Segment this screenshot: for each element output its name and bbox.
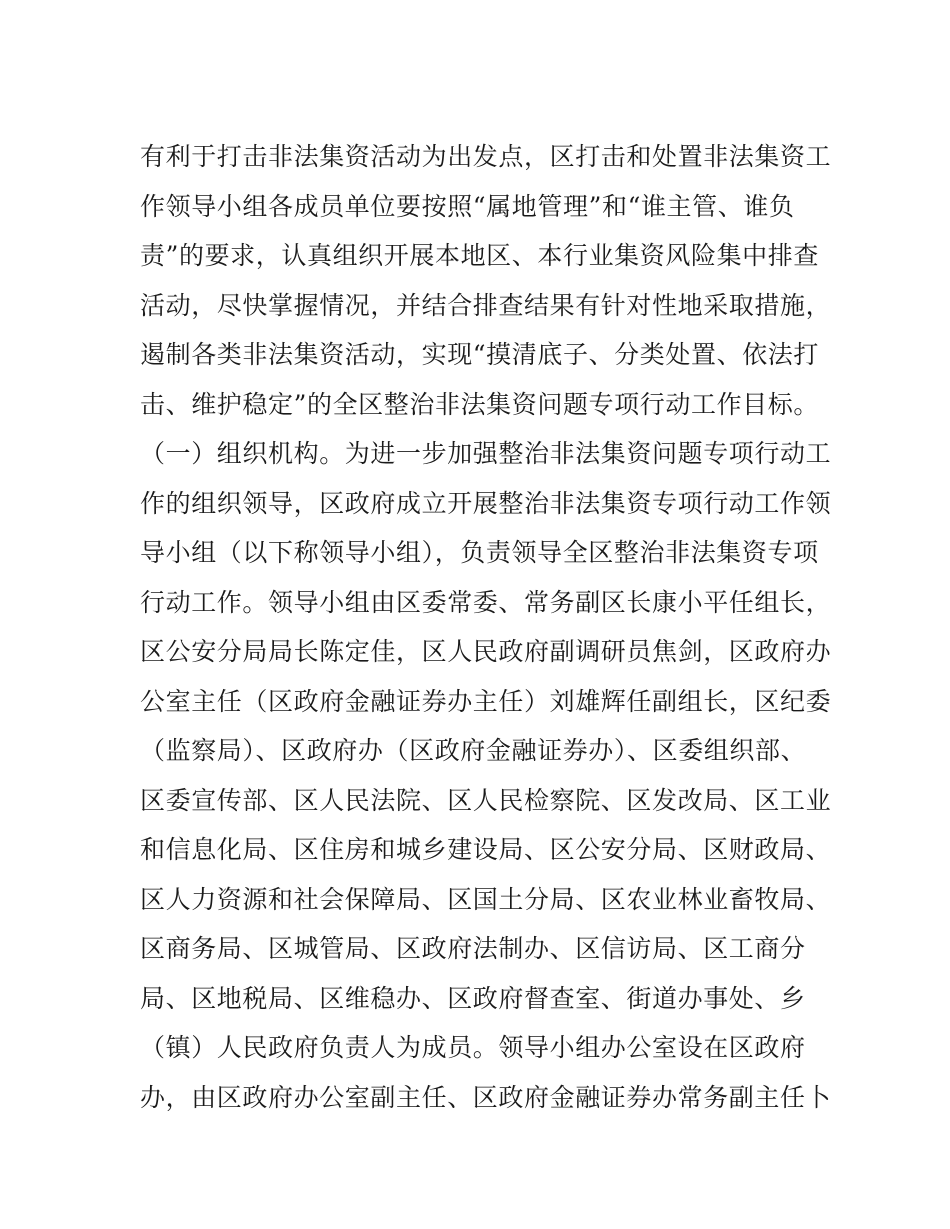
- text-line: 遏制各类非法集资活动，实现“摸清底子、分类处置、依法打: [140, 340, 819, 369]
- text-line: 办，由区政府办公室副主任、区政府金融证券办常务副主任卜: [140, 1082, 832, 1112]
- text-line: 区公安分局局长陈定佳，区人民政府副调研员焦剑，区政府办: [140, 637, 832, 666]
- text-line: 活动，尽快掌握情况，并结合排查结果有针对性地采取措施，: [140, 290, 832, 320]
- text-line: 区委宣传部、区人民法院、区人民检察院、区发改局、区工业: [140, 785, 832, 815]
- text-line: 区商务局、区城管局、区政府法制办、区信访局、区工商分: [140, 934, 806, 963]
- text-line: （镇）人民政府负责人为成员。领导小组办公室设在区政府: [140, 1033, 806, 1062]
- text-line: （监察局）、区政府办（区政府金融证券办）、区委组织部、: [140, 736, 807, 765]
- text-line: 公室主任（区政府金融证券办主任）刘雄辉任副组长，区纪委: [140, 686, 832, 716]
- text-line: 局、区地税局、区维稳办、区政府督查室、街道办事处、乡: [140, 983, 806, 1013]
- text-line: 击、维护稳定”的全区整治非法集资问题专项行动工作目标。: [140, 389, 819, 419]
- text-line: 有利于打击非法集资活动为出发点，区打击和处置非法集资工: [140, 142, 832, 171]
- body-text: [140, 132, 830, 1122]
- text-line: 导小组（以下称领导小组），负责领导全区整治非法集资专项: [140, 538, 819, 567]
- text-line: 和信息化局、区住房和城乡建设局、区公安分局、区财政局、: [140, 835, 832, 864]
- text-line: 区人力资源和社会保障局、区国土分局、区农业林业畜牧局、: [140, 884, 832, 914]
- text-line: 作领导小组各成员单位要按照“属地管理”和“谁主管、谁负: [140, 191, 795, 221]
- text-line: 作的组织领导，区政府成立开展整治非法集资专项行动工作领: [140, 488, 832, 518]
- text-line: 行动工作。领导小组由区委常委、常务副区长康小平任组长，: [140, 587, 832, 617]
- section-heading-line: （一）组织机构。为进一步加强整治非法集资问题专项行动工: [140, 439, 832, 468]
- text-line: 责”的要求，认真组织开展本地区、本行业集资风险集中排查: [140, 241, 819, 270]
